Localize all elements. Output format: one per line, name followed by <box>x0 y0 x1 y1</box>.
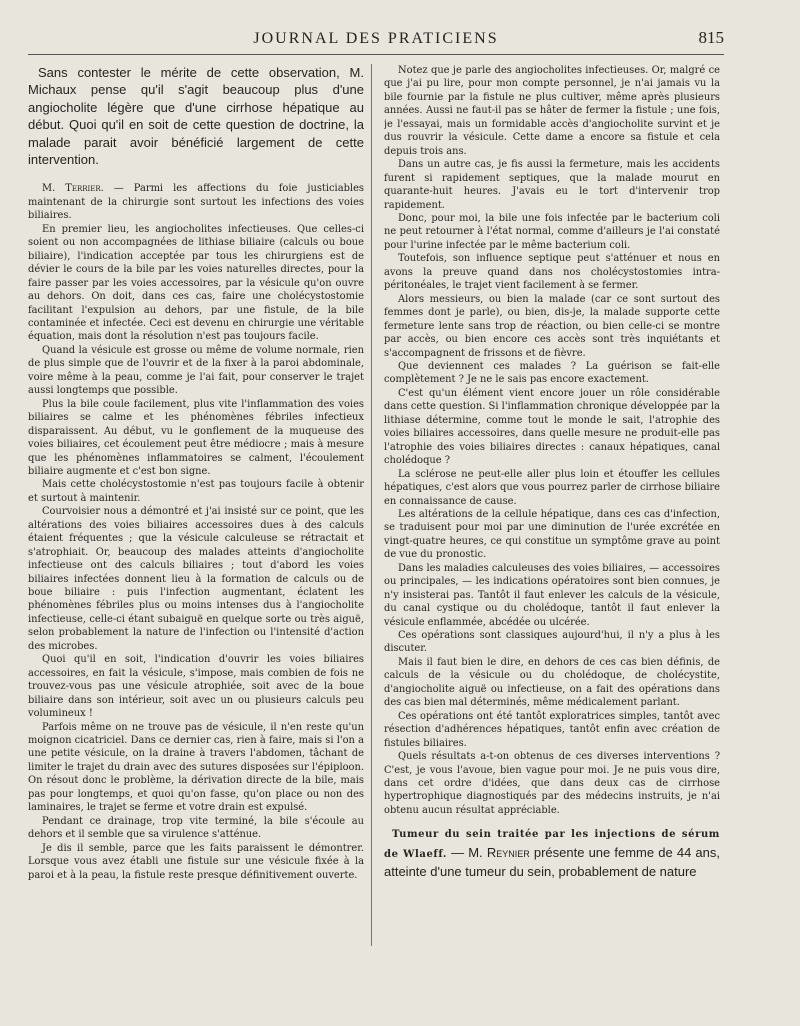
paragraph: C'est qu'un élément vient encore jouer un rôle considérable dans cette question. Si l'inflammation chronique développée par la lithiase détermine, comme tout le monde le sait, l'atrophie des voies biliaires accessoires, dans quelle mesure ne produit-elle pas l'atrophie des voies biliaires directes : canaux hépatiques, canal cholédoque ? <box>384 387 720 467</box>
paragraph: Ces opérations ont été tantôt exploratrices simples, tantôt avec résection d'adhérences hépatiques, tantôt enfin avec création de fistules biliaires. <box>384 710 720 749</box>
right-column-body <box>384 64 720 817</box>
section-text: présente une femme de 44 ans, atteinte d'une tumeur du sein, probablement de nature <box>384 844 720 880</box>
speaker-name: Reynier <box>486 844 530 860</box>
paragraph: Notez que je parle des angiocholites infectieuses. Or, malgré ce que j'ai pu lire, pour mon compte personnel, je n'ai jamais vu la bile fournie par la fistule ne plus cultiver, même après plusieurs années. Aussi ne faut-il pas se hâter de fermer la fistule ; une fois, je l'essayai, mais un formidable accès d'angiocholite survint et je dus rouvrir la vésicule. Cette dame a encore sa fistule et cela depuis trois ans. <box>384 65 720 157</box>
paragraph: Donc, pour moi, la bile une fois infectée par le bacterium coli ne peut retourner à l'état normal, comme d'ailleurs je l'ai constaté pour l'urine infectée par le même bacterium coli. <box>384 212 720 251</box>
paragraph: Parfois même on ne trouve pas de vésicule, il n'en reste qu'un moignon cicatriciel. Dans ce dernier cas, rien à faire, mais si l'on a une petite vésicule, on la draine à travers l'abdomen, tâchant de limiter le trajet du drain avec des sutures disposées sur l'épiploon. On résout donc le problème, la dérivation directe de la bile, mais pas pour longtemps, et quoi qu'on fasse, qu'on place ou non des laminaires, le trajet se ferme et votre drain est expulsé. <box>28 721 364 814</box>
paragraph: Je dis il semble, parce que les faits paraissent le démontrer. Lorsque vous avez établi une fistule sur une vésicule fixée à la paroi et à la peau, la fistule reste presque définitivement ouverte. <box>28 842 364 881</box>
paragraph: Alors messieurs, ou bien la malade (car ce sont surtout des femmes dont je parle), ou bien, dis-je, la malade supporte cette fermeture lente sans trop de réaction, ou bien celle-ci se montre par accès, ou bien encore ces accès sont très inquiétants et s'accompagnent de frissons et de fièvre. <box>384 293 720 359</box>
paragraph: Ces opérations sont classiques aujourd'hui, il n'y a plus à les discuter. <box>384 630 720 655</box>
section-title: Tumeur du sein traitée par les injections de sérum de Wlaeff. <box>384 829 720 860</box>
right-column <box>384 64 720 964</box>
paragraph: Quand la vésicule est grosse ou même de volume normale, rien de plus simple que de l'ouvrir et de la fixer à la paroi abdominale, voire même à la peau, comme je l'ai fait, pour conserver le trajet aussi longtemps que possible. <box>28 344 364 397</box>
column-divider <box>371 64 372 946</box>
section-dash: — M. <box>446 844 487 860</box>
paragraph: Dans les maladies calculeuses des voies biliaires, — accessoires ou principales, — les indications opératoires sont bien connues, je n'y insisterai pas. Tantôt il faut enlever les calculs de la vésicule, du canal cystique ou du cholédoque, tantôt il faut enlever la vésicule enflammée, abcédée ou ulcérée. <box>384 562 720 628</box>
page-number: 815 <box>698 28 724 47</box>
section-heading <box>384 824 720 880</box>
paragraph: Les altérations de la cellule hépatique, dans ces cas d'infection, se traduisent pour moi par une diminution de l'urée excrétée en vingt-quatre heures, ce qui constitue un symptôme grave au point de vue du pronostic. <box>384 508 720 561</box>
paragraph-text: — Parmi les affections du foie justiciables maintenant de la chirurgie sont surtout les infections des voies biliaires. <box>28 183 364 222</box>
paragraph: La sclérose ne peut-elle aller plus loin et étouffer les cellules hépatiques, c'est alors que vous pourrez parler de cirrhose biliaire en connaissance de cause. <box>384 468 720 507</box>
speaker-name: M. Terrier. <box>42 183 104 195</box>
paragraph: Quoi qu'il en soit, l'indication d'ouvrir les voies biliaires accessoires, en fait la vésicule, s'impose, mais combien de fois ne trouvez-vous pas une vésicule atrophiée, soit avec de la boue biliaire dans son intérieur, soit avec un ou plusieurs calculs peu volumineux ! <box>28 654 364 720</box>
paragraph: Quels résultats a-t-on obtenus de ces diverses interventions ? C'est, je vous l'avoue, bien vague pour moi. Je ne puis vous dire, dans cet ordre d'idées, que dans deux cas de cirrhose hypertrophique diagnostiqués par des médecins instruits, je n'ai obtenu aucun résultat appréciable. <box>384 751 720 816</box>
journal-title: JOURNAL DES PRATICIENS <box>253 30 499 47</box>
lead-paragraph: Sans contester le mérite de cette observation, M. Michaux pense qu'il s'agit beaucoup plus d'une angiocholite légère que d'une cirrhose hépatique au début. Quoi qu'il en soit de cette question de doctrine, la malade parait avoir bénéficié largement de cette intervention. <box>28 65 364 168</box>
paragraph <box>28 182 364 222</box>
paragraph: Dans un autre cas, je fis aussi la fermeture, mais les accidents furent si rapidement septiques, que la malade mourut en quarante-huit heures. J'avais eu le tort d'intervenir trop rapidement. <box>384 159 720 211</box>
paragraph: En premier lieu, les angiocholites infectieuses. Que celles-ci soient ou non accompagnées de lithiase biliaire (calculs ou boue biliaire), l'indication acceptée par tous les chirurgiens est de dévier le cours de la bile par les voies naturelles directes, pour la faire passer par les voies accessoires, par la vésicule qu'on ouvre au dehors. On doit, dans ces cas, faire une cholécystostomie facilitant l'expulsion au dehors, par une fistule, de la bile contaminée et infectée. Ceci est devenu en chirurgie une véritable équation, mais dont la résolution n'est pas toujours facile. <box>28 223 364 343</box>
paragraph: Toutefois, son influence septique peut s'atténuer et nous en avons la preuve quand dans nos cholécystostomies intra-péritonéales, le trajet vient facilement à se fermer. <box>384 253 720 292</box>
paragraph: Plus la bile coule facilement, plus vite l'inflammation des voies biliaires se calme et les phénomènes fébriles infectieux disparaissent. Au début, vu le gonflement de la muqueuse des voies biliaires, cet écoulement peut être médiocre ; mais à mesure que les phénomènes inflammatoires se calment, l'écoulement biliaire augmente et c'est bon signe. <box>28 398 364 477</box>
paragraph: Que deviennent ces malades ? La guérison se fait-elle complètement ? Je ne le sais pas encore exactement. <box>384 360 720 386</box>
left-column-body <box>28 182 364 882</box>
paragraph: Mais cette cholécystostomie n'est pas toujours facile à obtenir et surtout à maintenir. <box>28 479 364 504</box>
paragraph: Mais il faut bien le dire, en dehors de ces cas bien définis, de calculs de la vésicule ou du cholédoque, de cholécystite, d'angiocholite aiguë ou infectieuse, on a fait des opérations dans des cas bien mal déterminés, même médicalement parlant. <box>384 656 720 709</box>
paragraph: Courvoisier nous a démontré et j'ai insisté sur ce point, que les altérations des voies biliaires accessoires dues à des calculs étaient fréquentes ; que la vésicule calculeuse se rétractait et s'atrophiait. Or, beaucoup des malades atteints d'angiocholite infectieuse ont des calculs biliaires ; tout d'abord les voies biliaires infectées donnent lieu à la formation de calculs ou de boue biliaire : puis l'infection augmentant, éclatent les phénomènes fébriles plus ou moins intenses dus à l'angiocholite infectieuse, celle-ci étant subaiguë en quelque sorte ou très aiguë, selon probablement la nature de l'infection ou l'intensité d'action des microbes. <box>28 506 364 652</box>
paragraph: Pendant ce drainage, trop vite terminé, la bile s'écoule au dehors et il semble que sa virulence s'atténue. <box>28 815 364 841</box>
page-header <box>28 28 724 55</box>
left-column <box>28 64 364 964</box>
